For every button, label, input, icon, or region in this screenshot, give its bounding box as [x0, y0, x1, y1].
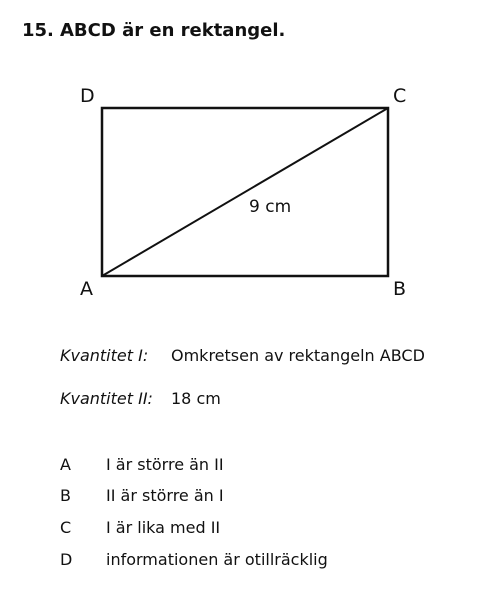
option-c-text: I är lika med II	[106, 518, 221, 537]
vertex-label-a: A	[80, 278, 93, 300]
diagonal-length-label: 9 cm	[249, 197, 292, 217]
question-title: ABCD är en rektangel.	[60, 20, 286, 41]
vertex-label-b: B	[393, 278, 407, 300]
option-b-letter: B	[60, 486, 71, 505]
option-d-text: informationen är otillräcklig	[106, 550, 328, 569]
quantity-1-name: Kvantitet I:	[60, 346, 149, 365]
quantity-1	[60, 346, 425, 365]
option-b-text: II är större än I	[106, 486, 224, 505]
question-number: 15.	[22, 20, 54, 41]
option-d[interactable]	[60, 550, 328, 569]
option-c-letter: C	[60, 518, 72, 537]
option-c[interactable]	[60, 518, 220, 537]
vertex-label-d: D	[80, 85, 95, 107]
vertex-label-c: C	[393, 85, 407, 107]
option-a-letter: A	[60, 455, 71, 474]
quantity-2-name: Kvantitet II:	[60, 389, 153, 408]
option-a-text: I är större än II	[106, 455, 224, 474]
quantity-2-value: 18 cm	[171, 389, 221, 408]
option-b[interactable]	[60, 486, 224, 505]
diagonal-ac	[102, 108, 388, 276]
quantity-1-value: Omkretsen av rektangeln ABCD	[171, 346, 425, 365]
option-a[interactable]	[60, 455, 224, 474]
quantity-2	[60, 389, 221, 408]
option-d-letter: D	[60, 550, 73, 569]
